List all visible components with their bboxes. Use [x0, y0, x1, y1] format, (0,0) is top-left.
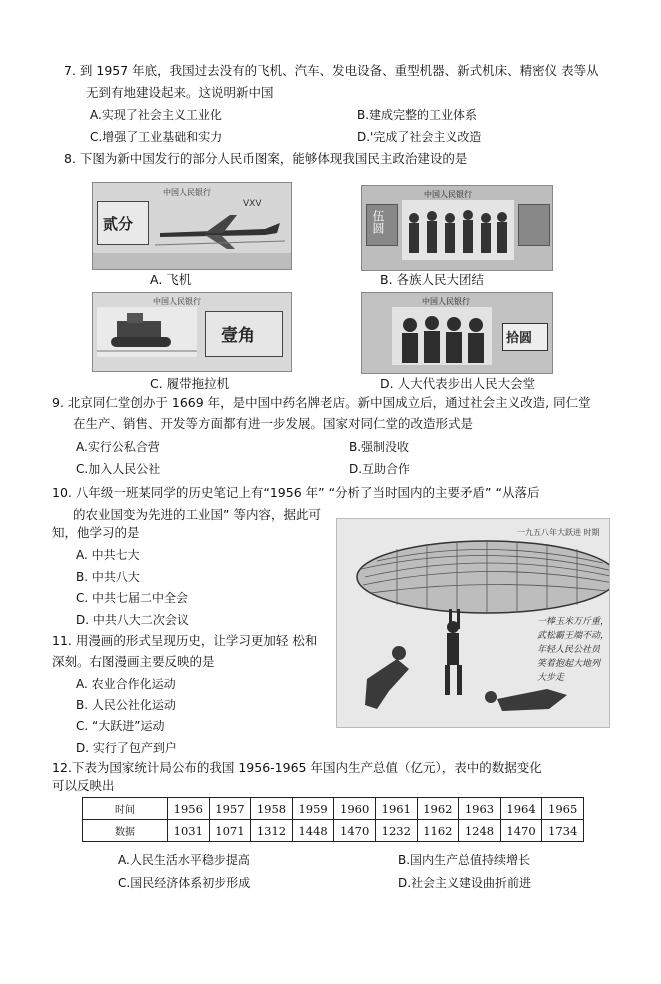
- q9-option-b[interactable]: B.强制没收: [349, 440, 410, 454]
- q7-option-b[interactable]: B.建成完整的工业体系: [357, 108, 478, 122]
- q12-stem-line1: 12.下表为国家统计局公布的我国 1956-1965 年国内生产总值（亿元），表中的数据变化: [52, 760, 542, 775]
- q11-option-b[interactable]: B. 人民公社化运动: [76, 698, 176, 712]
- q7-option-c[interactable]: C.增强了工业基础和实力: [90, 130, 223, 144]
- gdp-year-cell: 1965: [542, 798, 584, 820]
- gdp-value-cell: 1248: [459, 820, 501, 842]
- gdp-year-cell: 1964: [500, 798, 542, 820]
- q11-option-d[interactable]: D. 实行了包产到户: [76, 741, 177, 755]
- q9-option-a[interactable]: A.实行公私合营: [76, 440, 160, 454]
- gdp-value-cell: 1470: [500, 820, 542, 842]
- q11-option-c[interactable]: C. “大跃进”运动: [76, 719, 165, 733]
- gdp-year-cell: 1963: [459, 798, 501, 820]
- q9-stem-line2: 在生产、销售、开发等方面都有进一步发展。国家对同仁堂的改造形式是: [73, 416, 474, 431]
- q10-stem-line3: 知，他学习的是: [52, 525, 140, 540]
- gdp-value-cell: 1312: [251, 820, 293, 842]
- gdp-table-row-label: 数据: [83, 820, 168, 842]
- q9-option-c[interactable]: C.加入人民公社: [76, 462, 161, 476]
- banknote-tractor-image: 中国人民银行 壹角: [92, 292, 292, 372]
- q8-option-c[interactable]: C. 履带拖拉机: [150, 376, 230, 391]
- q7-stem-line1: 7. 到 1957 年底，我国过去没有的飞机、汽车、发电设备、重型机器、新式机床、精密仪 表等从: [64, 63, 599, 78]
- deputies-people-icon: [392, 307, 492, 365]
- gdp-year-cell: 1959: [292, 798, 334, 820]
- banknote-denomination: 拾圆: [506, 331, 533, 346]
- q8-stem: 8. 下图为新中国发行的部分人民币图案，能够体现我国民主政治建设的是: [64, 151, 468, 166]
- crowd-people-icon: [402, 200, 514, 260]
- banknote-deputies-image: 中国人民银行 拾圆: [361, 292, 553, 374]
- banknote-header: 中国人民银行: [163, 188, 211, 197]
- gdp-year-cell: 1956: [168, 798, 210, 820]
- great-leap-cartoon-image: [336, 518, 610, 728]
- cartoon-verse-line2: 武松霸王端不动，: [537, 631, 610, 641]
- gdp-table-header-label: 时间: [83, 798, 168, 820]
- q10-stem-line1: 10. 八年级一班某同学的历史笔记上有“1956 年” “分析了当时国内的主要矛盾” “从落后: [52, 485, 540, 500]
- q8-option-a[interactable]: A. 飞机: [150, 272, 192, 287]
- gdp-value-cell: 1031: [168, 820, 210, 842]
- banknote-plane-image: [92, 182, 292, 270]
- q11-stem-line2: 深刻。右图漫画主要反映的是: [52, 654, 215, 669]
- q11-option-a[interactable]: A. 农业合作化运动: [76, 677, 176, 691]
- q10-option-a[interactable]: A. 中共七大: [76, 548, 140, 562]
- banknote-denomination: 伍圆: [371, 210, 385, 234]
- gdp-value-cell: 1448: [292, 820, 334, 842]
- gdp-value-cell: 1470: [334, 820, 376, 842]
- q10-option-d[interactable]: D. 中共八大二次会议: [76, 613, 189, 627]
- cartoon-verse-line1: 一棒玉米万斤重，: [537, 617, 610, 627]
- q8-option-d[interactable]: D. 人大代表步出人民大会堂: [380, 376, 536, 391]
- q10-option-b[interactable]: B. 中共八大: [76, 570, 140, 584]
- q10-option-c[interactable]: C. 中共七届二中全会: [76, 591, 189, 605]
- q9-stem-line1: 9. 北京同仁堂创办于 1669 年，是中国中药名牌老店。新中国成立后，通过社会主义改造, 同仁堂: [52, 395, 591, 410]
- q7-option-d[interactable]: D.'完成了社会主义改造: [357, 130, 482, 144]
- gdp-year-cell: 1961: [375, 798, 417, 820]
- gdp-value-cell: 1232: [375, 820, 417, 842]
- q7-stem-line2: 无到有地建设起来。这说明新中国: [86, 85, 274, 100]
- banknote-denomination: 贰分: [103, 215, 134, 233]
- banknote-denomination: 壹角: [221, 326, 255, 346]
- airplane-icon: [155, 211, 285, 251]
- q9-option-d[interactable]: D.互助合作: [349, 462, 411, 476]
- q12-option-d[interactable]: D.社会主义建设曲折前进: [398, 876, 532, 890]
- gdp-year-cell: 1960: [334, 798, 376, 820]
- q12-option-b[interactable]: B.国内生产总值持续增长: [398, 853, 531, 867]
- cartoon-verse-line4: 笑着抱起大地列大步走: [537, 659, 601, 683]
- gdp-value-cell: 1071: [209, 820, 251, 842]
- banknote-serial: VXV: [243, 199, 262, 209]
- gdp-table-header-row: [83, 798, 584, 820]
- q12-option-c[interactable]: C.国民经济体系初步形成: [118, 876, 251, 890]
- gdp-value-cell: 1734: [542, 820, 584, 842]
- gdp-table-data-row: [83, 820, 584, 842]
- banknote-unity-image: 中国人民银行 伍圆: [361, 185, 553, 271]
- cartoon-caption: 一九五八年大跃进 时期: [517, 528, 600, 537]
- gdp-year-cell: 1957: [209, 798, 251, 820]
- q11-stem-line1: 11. 用漫画的形式呈现历史，让学习更加轻 松和: [52, 633, 318, 648]
- gdp-year-cell: 1958: [251, 798, 293, 820]
- q12-option-a[interactable]: A.人民生活水平稳步提高: [118, 853, 250, 867]
- q10-stem-line2: 的农业国变为先进的工业国” 等内容，据此可: [73, 507, 321, 522]
- q12-stem-line2: 可以反映出: [52, 778, 115, 793]
- cartoon-verse-line3: 年轻人民公社员: [537, 645, 601, 655]
- tractor-icon: [97, 307, 197, 357]
- gdp-table: [82, 797, 584, 842]
- gdp-year-cell: 1962: [417, 798, 459, 820]
- gdp-value-cell: 1162: [417, 820, 459, 842]
- q7-option-a[interactable]: A.实现了社会主义工业化: [90, 108, 222, 122]
- q8-option-b[interactable]: B. 各族人民大团结: [380, 272, 485, 287]
